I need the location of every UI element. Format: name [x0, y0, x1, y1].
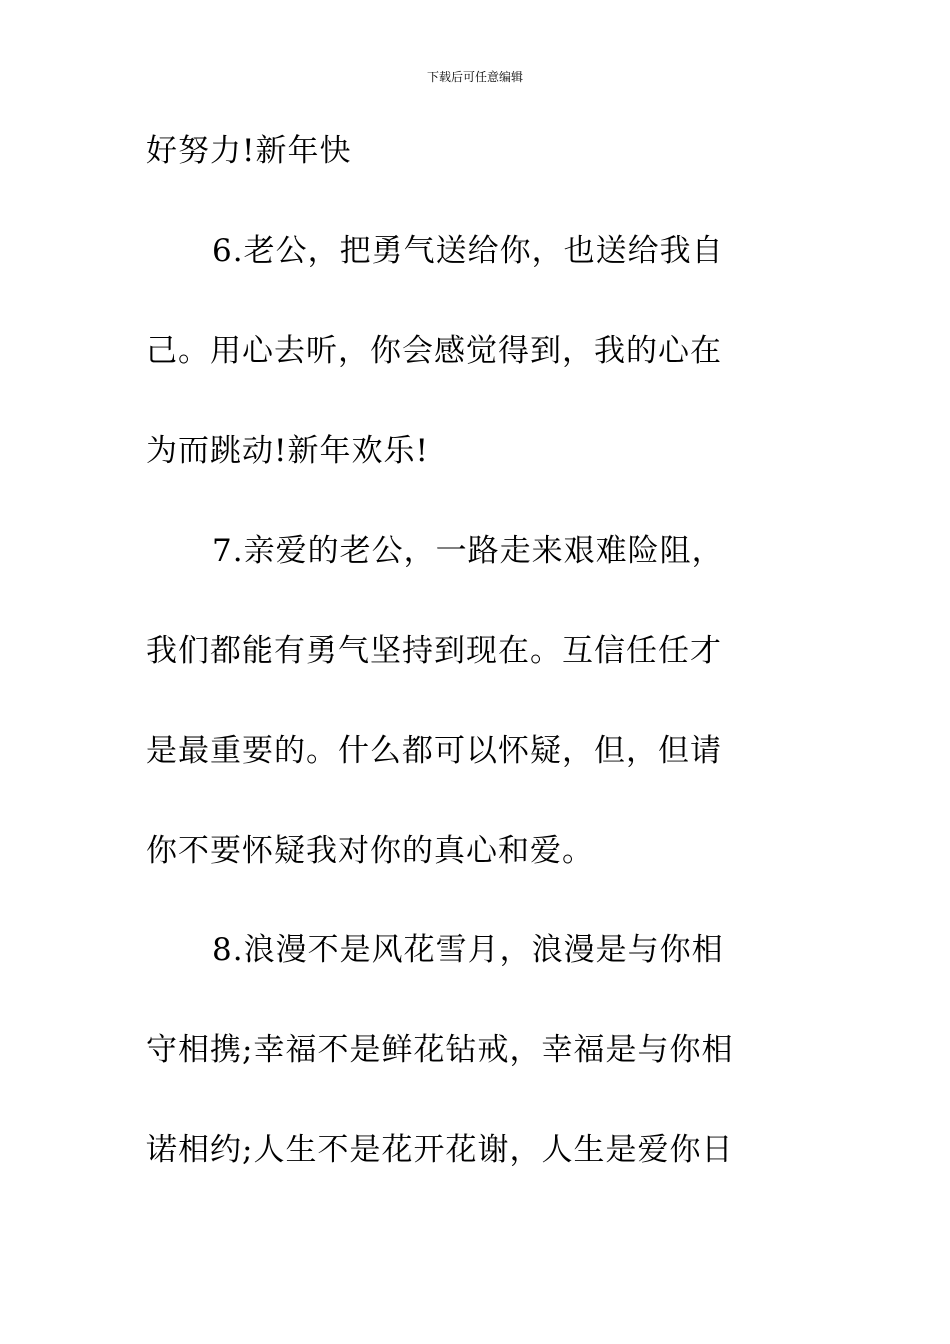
- paragraph-6-line-1: 6.老公，把勇气送给你，也送给我自: [212, 233, 724, 269]
- paragraph-7-line-4: 你不要怀疑我对你的真心和爱。: [146, 833, 594, 869]
- paragraph-7-line-2: 我们都能有勇气坚持到现在。互信任任才: [146, 633, 722, 669]
- paragraph-8-line-1: 8.浪漫不是风花雪月，浪漫是与你相: [212, 932, 724, 968]
- paragraph-8-line-3: 诺相约;人生不是花开花谢，人生是爱你日: [146, 1132, 734, 1168]
- paragraph-6-line-3: 为而跳动!新年欢乐!: [146, 433, 429, 469]
- paragraph-6-line-2: 己。用心去听，你会感觉得到，我的心在: [146, 333, 722, 369]
- text-line-1: 好努力!新年快: [146, 133, 352, 169]
- page-header: 下载后可任意编辑: [426, 70, 523, 84]
- paragraph-8-line-2: 守相携;幸福不是鲜花钻戒，幸福是与你相: [146, 1032, 734, 1068]
- paragraph-7-line-1: 7.亲爱的老公，一路走来艰难险阻，: [212, 533, 724, 569]
- paragraph-7-line-3: 是最重要的。什么都可以怀疑，但，但请: [146, 733, 722, 769]
